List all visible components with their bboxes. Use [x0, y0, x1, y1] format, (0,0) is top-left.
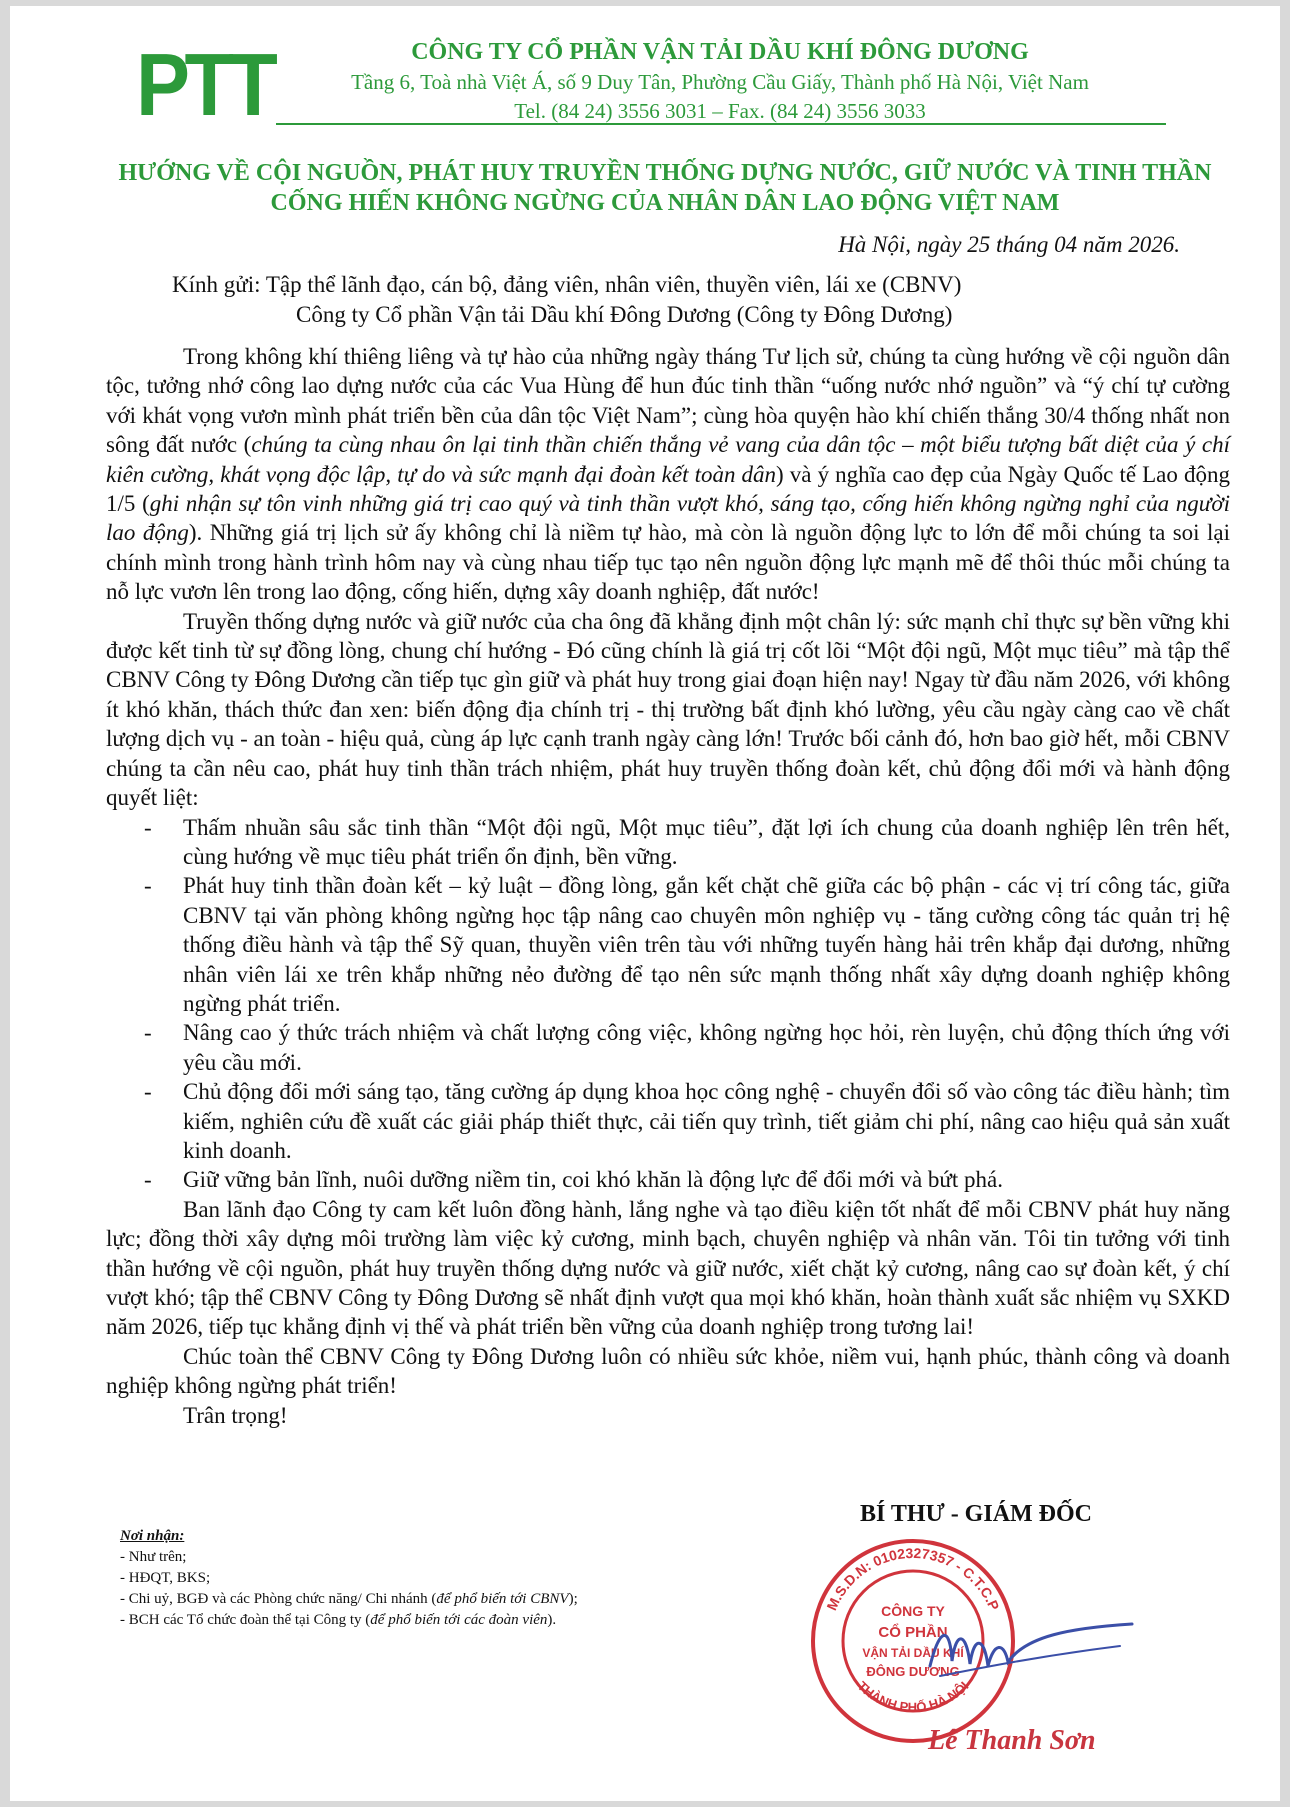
company-contact: Tel. (84 24) 3556 3031 – Fax. (84 24) 3556 3033: [514, 99, 926, 123]
list-item-text: Thấm nhuần sâu sắc tinh thần “Một đội ngũ, Một mục tiêu”, đặt lợi ích chung của doanh nghiệp lên trên hết, cùng hướng về mục tiêu phát triển ổn định, bền vững.: [183, 814, 1230, 869]
paragraph-4: Chúc toàn thể CBNV Công ty Đông Dương luôn có nhiều sức khỏe, niềm vui, hạnh phúc, thành công và doanh nghiệp không ngừng phát triển!: [106, 1343, 1230, 1399]
signature-scribble: [900, 1606, 1140, 1696]
list-item: [106, 813, 1230, 872]
recipient-block: [172, 270, 1152, 329]
recipients-line-3: [120, 1589, 740, 1610]
recipients-line-4: [120, 1610, 740, 1631]
bullet-marker: -: [144, 1020, 152, 1046]
action-list: [106, 813, 1230, 1195]
stamp-ring-bottom-path: THÀNH PHỐ HÀ NỘI: [854, 1678, 972, 1715]
signature-name: Lê Thanh Sơn: [928, 1725, 1096, 1756]
letter-headline: HƯỚNG VỀ CỘI NGUỒN, PHÁT HUY TRUYỀN THỐNG DỰNG NƯỚC, GIỮ NƯỚC VÀ TINH THẦN CỐNG HIẾN KHÔNG NGỪNG CỦA NHÂN DÂN LAO ĐỘNG VIỆT NAM: [118, 160, 1212, 216]
recipients-list: [120, 1526, 740, 1631]
stamp-ring-text-path: M.S.D.N: 0102327357 - C.T.C.P: [823, 1544, 1003, 1613]
paragraph-1-text-e: ). Những giá trị lịch sử ấy không chỉ là niềm tự hào, mà còn là nguồn động lực to lớn để mỗi chúng ta soi lại chính mình trong hành trình hôm nay và cùng nhau tiếp tục tạo nên nguồn động lực mạnh mẽ để thôi thúc mỗi chúng ta nỗ lực vươn lên trong lao động, cống hiến, dựng xây doanh nghiệp, đất nước!: [106, 520, 1230, 605]
paragraph-1-italic-b: chúng ta cùng nhau ôn lại tinh thần chiến thắng vẻ vang của dân tộc – một biểu tượng bất diệt của ý chí kiên cường, khát vọng độc lập, tự do và sức mạnh đại đoàn kết toàn dân: [106, 432, 1231, 487]
bullet-marker: -: [144, 814, 152, 840]
paragraph-3: Ban lãnh đạo Công ty cam kết luôn đồng hành, lắng nghe và tạo điều kiện tốt nhất để mỗi CBNV phát huy năng lực; đồng thời xây dựng môi trường làm việc kỷ cương, minh bạch, chuyên nghiệp và nhân văn. Tôi tin tưởng với tinh thần hướng về cội nguồn, phát huy truyền thống dựng nước và giữ nước, xiết chặt kỷ cương, nâng cao sự đoàn kết, ý chí vượt khó; tập thể CBNV Công ty Đông Dương sẽ nhất định vượt qua mọi khó khăn, hoàn thành xuất sắc nhiệm vụ SXKD năm 2026, tiếp tục khẳng định vị thế và phát triển bền vững của doanh nghiệp trong tương lai!: [106, 1196, 1230, 1340]
signer-title: BÍ THƯ - GIÁM ĐỐC: [860, 1501, 1093, 1527]
list-item: [106, 1077, 1230, 1165]
company-logo: PTT: [136, 35, 273, 134]
recipients-line-4-b: để phổ biến tới các đoàn viên: [370, 1612, 548, 1628]
stamp-line-1: CÔNG TY: [881, 1603, 945, 1619]
stamp-line-3: VẬN TẢI DẦU KHÍ: [862, 1646, 964, 1660]
recipients-line-3-c: );: [568, 1591, 578, 1607]
recipients-line-3-a: - Chi uỷ, BGĐ và các Phòng chức năng/ Chi nhánh (: [120, 1591, 437, 1607]
recipients-line-4-c: ).: [547, 1612, 557, 1628]
list-item-text: Phát huy tinh thần đoàn kết – kỷ luật – đồng lòng, gắn kết chặt chẽ giữa các bộ phận - các vị trí công tác, giữa CBNV tại văn phòng không ngừng học tập nâng cao chuyên môn nghiệp vụ - tăng cường công tác quản trị hệ thống điều hành và tập thể Sỹ quan, thuyền viên trên tàu với những tuyến hàng hải trên khắp đại dương, những nhân viên lái xe trên khắp những nẻo đường để tạo nên sức mạnh thống nhất xây dựng doanh nghiệp không ngừng phát triển.: [183, 873, 1230, 1016]
paragraph-2: Truyền thống dựng nước và giữ nước của cha ông đã khẳng định một chân lý: sức mạnh chỉ thực sự bền vững khi được kết tinh từ sự đồng lòng, chung chí hướng - Đó cũng chính là giá trị cốt lõi “Một đội ngũ, Một mục tiêu” mà tập thể CBNV Công ty Đông Dương cần tiếp tục gìn giữ và phát huy trong giai đoạn hiện nay! Ngay từ đầu năm 2026, với không ít khó khăn, thách thức đan xen: biến động địa chính trị - thị trường bất định khó lường, yêu cầu ngày càng cao về chất lượng dịch vụ - an toàn - hiệu quả, cùng áp lực cạnh tranh ngày càng lớn! Trước bối cảnh đó, hơn bao giờ hết, mỗi CBNV chúng ta cần nêu cao, phát huy tinh thần trách nhiệm, phát huy truyền thống đoàn kết, chủ động đổi mới và hành động quyết liệt:: [106, 608, 1230, 811]
paragraph-1-italic-d: ghi nhận sự tôn vinh những giá trị cao quý và tinh thần vượt khó, sáng tạo, cống hiến không ngừng nghỉ của người lao động: [106, 491, 1230, 546]
list-item-text: Giữ vững bản lĩnh, nuôi dưỡng niềm tin, coi khó khăn là động lực để đổi mới và bứt phá.: [183, 1167, 1003, 1193]
recipients-title: Nơi nhận:: [120, 1528, 185, 1544]
recipients-line-1: - Như trên;: [120, 1549, 187, 1565]
bullet-marker: -: [144, 1167, 152, 1193]
paragraph-1: [106, 342, 1230, 607]
header-divider: [276, 123, 1166, 125]
bullet-marker: -: [144, 873, 152, 899]
recipient-line-1: Kính gửi: Tập thể lãnh đạo, cán bộ, đảng viên, nhân viên, thuyền viên, lái xe (CBNV): [172, 272, 962, 297]
company-name: CÔNG TY CỔ PHẦN VẬN TẢI DẦU KHÍ ĐÔNG DƯƠNG: [411, 39, 1029, 65]
recipients-line-4-a: - BCH các Tổ chức đoàn thể tại Công ty (: [120, 1612, 371, 1628]
paragraph-1-text-c: ) và ý nghĩa cao đẹp của Ngày Quốc tế Lao động 1/5 (: [106, 461, 1230, 517]
stamp-line-2: CỔ PHẦN: [878, 1624, 948, 1641]
list-item-text: Chủ động đổi mới sáng tạo, tăng cường áp dụng khoa học công nghệ - chuyển đổi số vào công tác điều hành; tìm kiếm, nghiên cứu đề xuất các giải pháp thiết thực, cải tiến quy trình, tiết giảm chi phí, nâng cao hiệu quả sản xuất kinh doanh.: [183, 1079, 1230, 1163]
company-header: [270, 36, 1170, 126]
company-address: Tầng 6, Toà nhà Việt Á, số 9 Duy Tân, Phường Cầu Giấy, Thành phố Hà Nội, Việt Nam: [351, 70, 1089, 94]
document-page: [10, 6, 1280, 1801]
paragraph-1-text-a: Trong không khí thiêng liêng và tự hào của những ngày tháng Tư lịch sử, chúng ta cùng hướng về cội nguồn dân tộc, tưởng nhớ công lao dựng nước của các Vua Hùng để hun đúc tinh thần “uống nước nhớ nguồn” và “ý chí tự cường với khát vọng vươn mình phát triển bền của dân tộc Việt Nam”; cùng hòa quyện hào khí chiến thắng 30/4 thống nhất non sông đất nước (: [106, 344, 1230, 458]
list-item: [106, 871, 1230, 1018]
recipients-line-3-b: để phổ biến tới CBNV: [436, 1591, 569, 1607]
list-item: [106, 1018, 1230, 1077]
recipient-line-2: Công ty Cổ phần Vận tải Dầu khí Đông Dương (Công ty Đông Dương): [296, 301, 953, 327]
list-item: [106, 1165, 1230, 1194]
letter-date: Hà Nội, ngày 25 tháng 04 năm 2026.: [838, 232, 1180, 257]
stamp-line-4: ĐÔNG DƯƠNG: [866, 1664, 960, 1679]
letter-body: [106, 342, 1230, 1430]
closing-line: Trân trọng!: [183, 1402, 288, 1428]
list-item-text: Nâng cao ý thức trách nhiệm và chất lượng công việc, không ngừng học hỏi, rèn luyện, chủ động thích ứng với yêu cầu mới.: [183, 1020, 1230, 1075]
bullet-marker: -: [144, 1079, 152, 1105]
recipients-line-2: - HĐQT, BKS;: [120, 1570, 211, 1586]
